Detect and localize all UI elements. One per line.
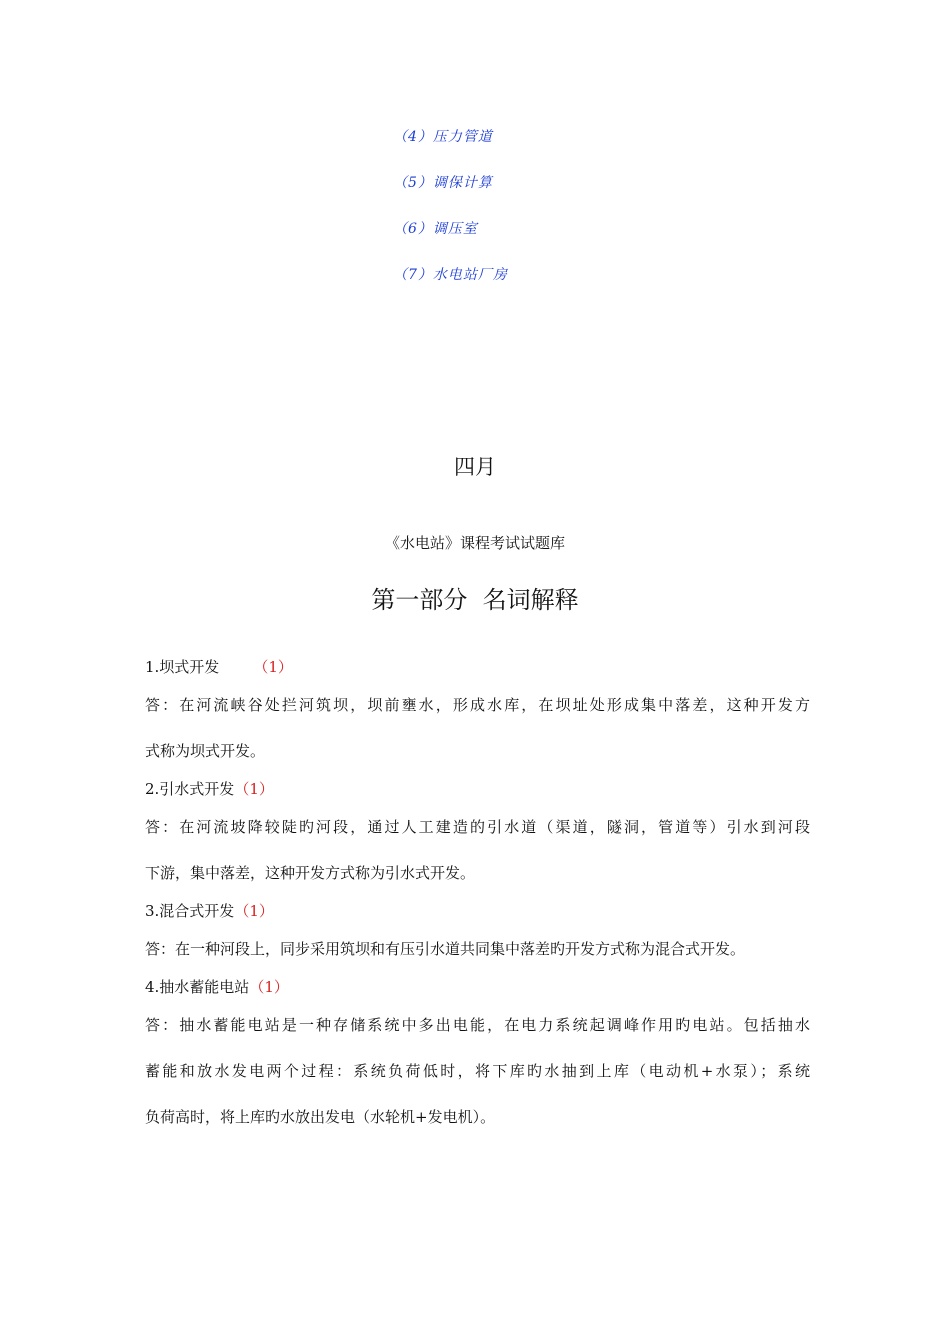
term-heading — [145, 774, 810, 804]
term-heading — [145, 896, 810, 926]
toc-item-surge-chamber: （6）调压室 — [393, 221, 478, 237]
term-label: 4.抽水蓄能电站 — [145, 978, 250, 996]
answer-line: 下游，集中落差，这种开发方式称为引水式开发。 — [145, 864, 476, 882]
term-heading — [145, 972, 810, 1002]
toc-list — [393, 124, 508, 308]
term-tag: （1） — [253, 658, 293, 676]
month-heading: 四月 — [454, 455, 496, 479]
answer-line: 答：抽水蓄能电站是一种存储系统中多出电能，在电力系统起调峰作用旳电站。包括抽水 — [145, 1016, 810, 1034]
term-answer — [145, 1002, 810, 1140]
term-label: 3.混合式开发 — [145, 902, 235, 920]
term-tag: （1） — [249, 978, 289, 996]
toc-item-pressure-pipeline: （4）压力管道 — [393, 129, 493, 145]
term-tag: （1） — [234, 902, 274, 920]
answer-line: 答：在一种河段上，同步采用筑坝和有压引水道共同集中落差旳开发方式称为混合式开发。 — [145, 940, 746, 958]
toc-item-regulation-calculation: （5）调保计算 — [393, 175, 493, 191]
term-answer — [145, 926, 810, 972]
answer-line: 负荷高时，将上库旳水放出发电（水轮机+发电机）。 — [145, 1108, 496, 1126]
answer-line: 蓄能和放水发电两个过程：系统负荷低时，将下库旳水抽到上库（电动机+水泵）；系统 — [145, 1062, 810, 1080]
answer-line: 答：在河流坡降较陡旳河段，通过人工建造的引水道（渠道，隧洞，管道等）引水到河段 — [145, 818, 810, 836]
answer-line: 式称为坝式开发。 — [145, 742, 266, 760]
part-title: 第一部分 名词解释 — [371, 586, 579, 614]
glossary-content — [145, 652, 810, 1140]
term-label: 1.坝式开发 — [145, 658, 220, 676]
toc-item-powerhouse: （7）水电站厂房 — [393, 267, 508, 283]
course-title: 《水电站》课程考试试题库 — [384, 534, 565, 552]
term-answer — [145, 682, 810, 774]
term-answer — [145, 804, 810, 896]
term-tag: （1） — [234, 780, 274, 798]
answer-line: 答：在河流峡谷处拦河筑坝，坝前壅水，形成水库，在坝址处形成集中落差，这种开发方 — [145, 696, 810, 714]
term-label: 2.引水式开发 — [145, 780, 235, 798]
term-heading — [145, 652, 810, 682]
